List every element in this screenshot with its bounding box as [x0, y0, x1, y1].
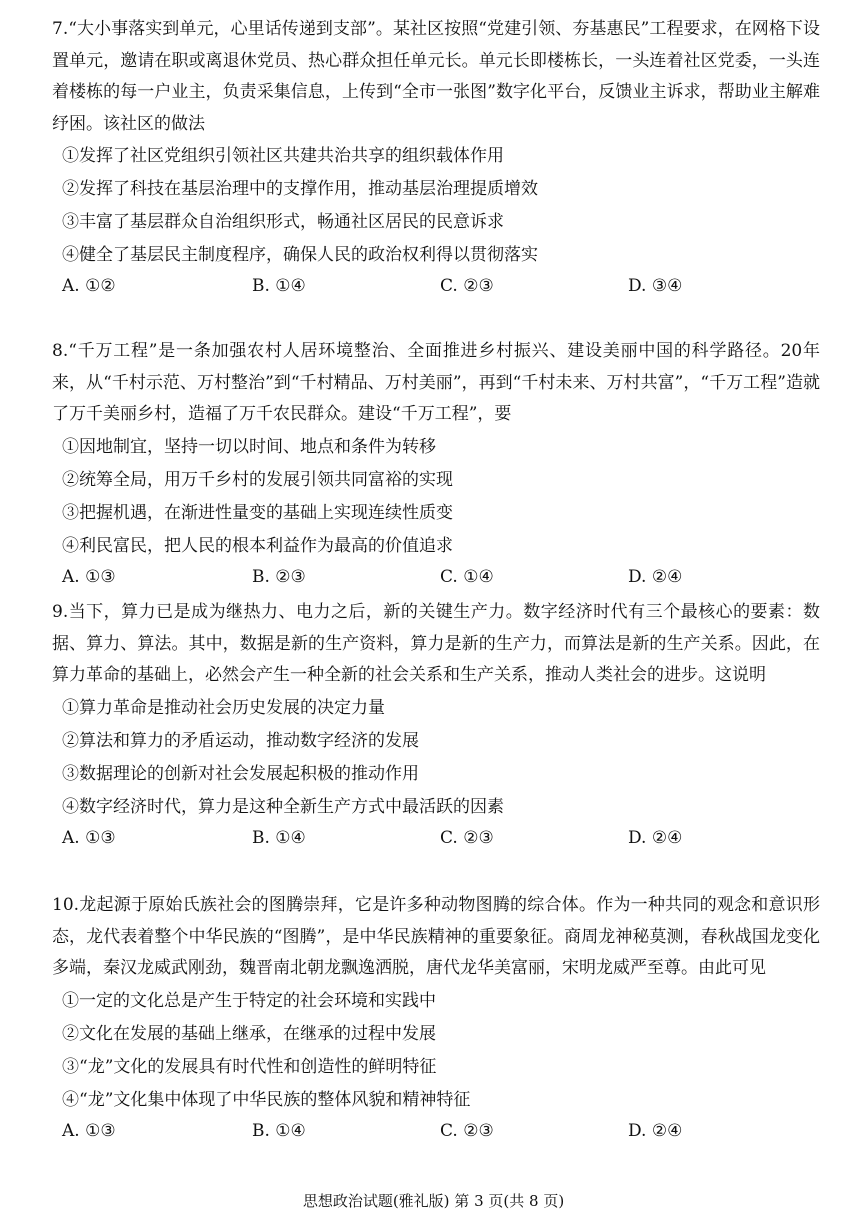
option-3: ③数据理论的创新对社会发展起积极的推动作用	[62, 763, 419, 784]
choice-c: C. ②③	[440, 827, 494, 848]
question-stem: 10.龙起源于原始氏族社会的图腾崇拜，它是许多种动物图腾的综合体。作为一种共同的观念和意识形态，龙代表着整个中华民族的“图腾”，是中华民族精神的重要象征。商周龙神秘莫测，春秋战国龙变化多端，秦汉龙威武刚劲，魏晋南北朝龙飘逸洒脱，唐代龙华美富丽，宋明龙威严至尊。由此可见	[52, 895, 820, 978]
choice-a: A. ①③	[62, 827, 116, 848]
choice-b: B. ②③	[252, 566, 306, 587]
answer-choices	[0, 272, 867, 304]
choice-b: B. ①④	[252, 1120, 306, 1141]
answer-choices	[0, 563, 867, 595]
option-4: ④数字经济时代，算力是这种全新生产方式中最活跃的因素	[62, 796, 504, 817]
option-2: ②算法和算力的矛盾运动，推动数字经济的发展	[62, 730, 419, 751]
choice-d: D. ③④	[628, 276, 683, 296]
question-stem: 8.“千万工程”是一条加强农村人居环境整治、全面推进乡村振兴、建设美丽中国的科学路径。20年来，从“千村示范、万村整治”到“千村精品、万村美丽”，再到“千村未来、万村共富”，“千万工程”造就了万千美丽乡村，造福了万千农民群众。建设“千万工程”，要	[52, 341, 820, 424]
choice-a: A. ①②	[62, 276, 116, 296]
choice-c: C. ②③	[440, 1120, 494, 1141]
choice-d: D. ②④	[628, 566, 683, 587]
option-2: ②发挥了科技在基层治理中的支撑作用，推动基层治理提质增效	[62, 179, 538, 199]
choice-d: D. ②④	[628, 1120, 683, 1141]
option-1: ①因地制宜，坚持一切以时间、地点和条件为转移	[62, 436, 436, 457]
option-1: ①发挥了社区党组织引领社区共建共治共享的组织载体作用	[62, 146, 504, 166]
answer-choices	[0, 824, 867, 856]
option-2: ②统筹全局，用万千乡村的发展引领共同富裕的实现	[62, 469, 453, 490]
choice-a: A. ①③	[62, 566, 116, 587]
question-8	[0, 336, 867, 595]
question-stem: 9.当下，算力已是成为继热力、电力之后，新的关键生产力。数字经济时代有三个最核心的要素：数据、算力、算法。其中，数据是新的生产资料，算力是新的生产力，而算法是新的生产关系。因此，在算力革命的基础上，必然会产生一种全新的社会关系和生产关系，推动人类社会的进步。这说明	[52, 602, 820, 685]
question-10	[0, 890, 867, 1149]
question-stem: 7.“大小事落实到单元，心里话传递到支部”。某社区按照“党建引领、夯基惠民”工程要求，在网格下设置单元，邀请在职或离退休党员、热心群众担任单元长。单元长即楼栋长，一头连着社区党委，一头连着楼栋的每一户业主，负责采集信息，上传到“全市一张图”数字化平台，反馈业主诉求，帮助业主解难纾困。该社区的做法	[52, 19, 820, 134]
option-1: ①一定的文化总是产生于特定的社会环境和实践中	[62, 990, 436, 1011]
option-1: ①算力革命是推动社会历史发展的决定力量	[62, 697, 385, 718]
choice-a: A. ①③	[62, 1120, 116, 1141]
option-2: ②文化在发展的基础上继承，在继承的过程中发展	[62, 1023, 436, 1044]
option-3: ③把握机遇，在渐进性量变的基础上实现连续性质变	[62, 502, 453, 523]
answer-choices	[0, 1117, 867, 1149]
option-4: ④健全了基层民主制度程序，确保人民的政治权利得以贯彻落实	[62, 245, 538, 265]
option-4: ④“龙”文化集中体现了中华民族的整体风貌和精神特征	[62, 1089, 471, 1110]
choice-b: B. ①④	[252, 276, 306, 296]
choice-c: C. ②③	[440, 276, 494, 296]
option-3: ③丰富了基层群众自治组织形式，畅通社区居民的民意诉求	[62, 212, 504, 232]
choice-b: B. ①④	[252, 827, 306, 848]
option-3: ③“龙”文化的发展具有时代性和创造性的鲜明特征	[62, 1056, 437, 1077]
question-7	[0, 14, 867, 304]
choice-c: C. ①④	[440, 566, 494, 587]
page-footer: 思想政治试题(雅礼版) 第 3 页(共 8 页)	[302, 1192, 565, 1210]
option-4: ④利民富民，把人民的根本利益作为最高的价值追求	[62, 535, 453, 556]
question-9	[0, 597, 867, 856]
choice-d: D. ②④	[628, 827, 683, 848]
